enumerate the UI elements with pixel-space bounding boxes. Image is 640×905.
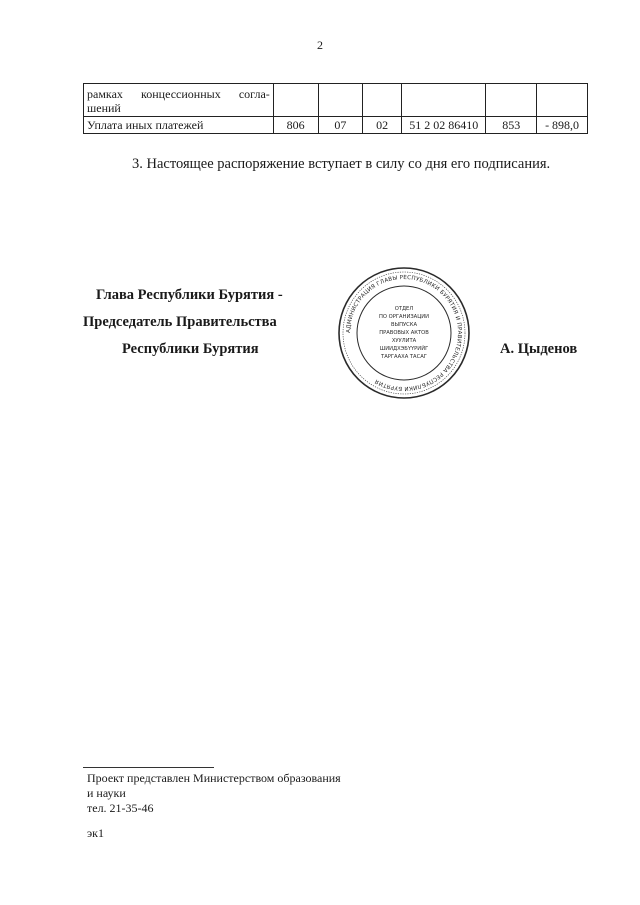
footnote-phone: тел. 21-35-46 — [87, 801, 154, 815]
table-row — [84, 84, 588, 117]
table-cell-name-line2: шений — [87, 101, 121, 115]
table-cell — [318, 84, 363, 117]
seal-inner-text: ВЫПУСКА — [390, 322, 418, 328]
table-cell-chapter: 806 — [273, 117, 318, 134]
seal-inner-text: ОТДЕЛ — [394, 306, 414, 312]
table-cell — [273, 84, 318, 117]
table-cell — [486, 84, 537, 117]
table-cell — [402, 84, 486, 117]
table-cell-section: 07 — [318, 117, 363, 134]
table-cell-name-line1: рамках концессионных согла- — [87, 87, 270, 101]
seal-inner-text: ХУУЛИТА — [391, 338, 417, 344]
footnote-line: и науки — [87, 786, 126, 800]
seal-inner-text: ПРАВОВЫХ АКТОВ — [379, 330, 429, 336]
table-cell-amount: - 898,0 — [537, 117, 588, 134]
table-cell-target-article: 51 2 02 86410 — [402, 117, 486, 134]
footnote-line: Проект представлен Министерством образования — [87, 771, 341, 785]
seal-inner-text: ТАРГААХА ТАСАГ — [381, 354, 427, 360]
signatory-title-line3: Республики Бурятия — [122, 341, 259, 357]
table-cell-name — [84, 84, 274, 117]
paragraph-effective-date: 3. Настоящее распоряжение вступает в силу со дня его подписания. — [132, 156, 551, 172]
table-cell-subsection: 02 — [363, 117, 402, 134]
table-row — [84, 117, 588, 134]
seal-inner-text: ШИИДХЭБҮҮРИЙГ — [379, 346, 429, 352]
signatory-name: А. Цыденов — [500, 341, 578, 357]
table-cell-expense-type: 853 — [486, 117, 537, 134]
footnote-code: эк1 — [87, 826, 104, 840]
signatory-title-line2: Председатель Правительства — [83, 314, 277, 330]
official-seal-stamp — [337, 266, 471, 400]
table-cell — [537, 84, 588, 117]
signatory-title-line1: Глава Республики Бурятия - — [96, 287, 283, 303]
footnote-divider — [83, 767, 214, 768]
table-cell-name: Уплата иных платежей — [84, 117, 274, 134]
seal-inner-text: ПО ОРГАНИЗАЦИИ — [378, 314, 430, 320]
seal-ring-text: АДМИНИСТРАЦИЯ ГЛАВЫ РЕСПУБЛИКИ БУРЯТИЯ И ПРАВИТЕЛЬСТВА РЕСПУБЛИКИ БУРЯТИЯ — [345, 274, 463, 392]
budget-table — [83, 83, 588, 134]
table-cell — [363, 84, 402, 117]
page-number: 2 — [317, 38, 323, 52]
